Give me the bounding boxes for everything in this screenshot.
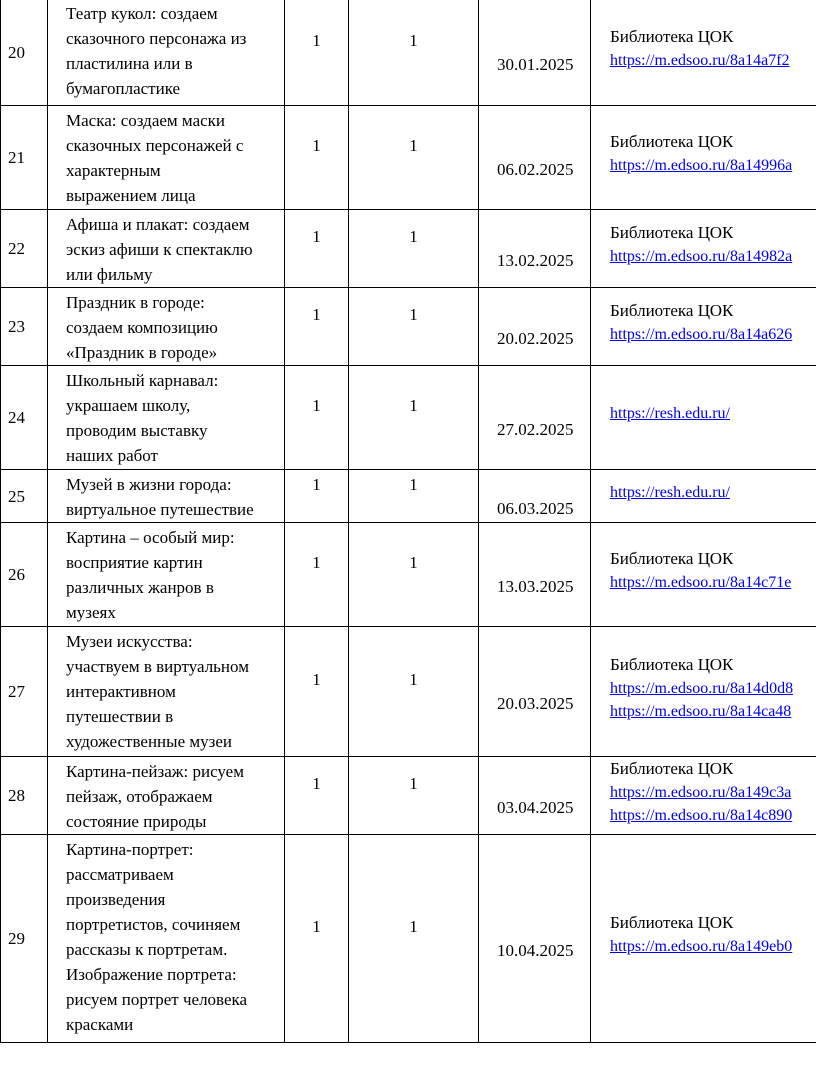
lesson-topic-line: Афиша и плакат: создаем [66, 215, 250, 234]
table-row [1, 106, 816, 210]
hours-total-cell [285, 835, 349, 1043]
hours-total: 1 [312, 396, 321, 415]
hours-total-cell [285, 523, 349, 627]
lesson-date: 20.02.2025 [497, 329, 574, 348]
table-row [1, 757, 816, 835]
resource-link[interactable]: https://m.edsoo.ru/8a14c71e [610, 574, 792, 591]
hours-total: 1 [312, 305, 321, 324]
lesson-date-cell [479, 757, 591, 835]
lesson-number: 26 [1, 523, 48, 627]
lesson-number: 20 [1, 0, 48, 106]
resource-cell [591, 0, 816, 106]
hours-practice: 1 [409, 553, 418, 572]
resource-title: Библиотека ЦОК [610, 654, 734, 674]
hours-practice-cell [349, 627, 479, 757]
lesson-topic-line: Изображение портрета: [66, 965, 237, 984]
hours-practice: 1 [409, 227, 418, 246]
hours-practice: 1 [409, 670, 418, 689]
hours-practice-cell [349, 757, 479, 835]
hours-total: 1 [312, 474, 321, 494]
lesson-topic-line: художественные музеи [66, 732, 232, 751]
resource-content [610, 130, 816, 177]
hours-total-cell [285, 288, 349, 366]
lesson-date-cell [479, 835, 591, 1043]
lesson-number: 23 [1, 288, 48, 366]
resource-cell [591, 288, 816, 366]
lesson-topic-line: пейзаж, отображаем [66, 787, 213, 806]
lesson-date-cell [479, 523, 591, 627]
lesson-topic-line: Картина-пейзаж: рисуем [66, 762, 244, 781]
resource-link[interactable]: https://m.edsoo.ru/8a14a626 [610, 326, 793, 343]
lesson-topic-line: выражением лица [66, 186, 196, 205]
resource-title: Библиотека ЦОК [610, 913, 734, 932]
hours-practice-cell [349, 210, 479, 288]
resource-cell [591, 366, 816, 470]
lesson-topic-line: создаем композицию [66, 318, 218, 337]
lesson-number: 25 [1, 470, 48, 523]
lesson-topic-line: путешествии в [66, 707, 174, 726]
lesson-topic-line: произведения [66, 890, 166, 909]
resource-content [610, 25, 816, 72]
resource-title: Библиотека ЦОК [610, 549, 734, 568]
hours-practice: 1 [409, 917, 418, 936]
lesson-topic-line: Маска: создаем маски [66, 111, 226, 130]
lesson-topic [48, 757, 285, 835]
table-row [1, 210, 816, 288]
lesson-date: 06.02.2025 [497, 160, 574, 179]
lesson-date-cell [479, 627, 591, 757]
hours-total: 1 [312, 917, 321, 936]
lesson-topic-line: проводим выставку [66, 421, 208, 440]
table-body [1, 0, 816, 1043]
lesson-topic-line: или фильму [66, 265, 153, 284]
lesson-topic-line: «Праздник в городе» [66, 343, 218, 362]
lesson-topic [48, 470, 285, 523]
lesson-date-cell [479, 470, 591, 523]
resource-link[interactable]: https://m.edsoo.ru/8a14ca48 [610, 702, 792, 720]
resource-content [610, 481, 816, 504]
lesson-date-cell [479, 0, 591, 106]
resource-link[interactable]: https://resh.edu.ru/ [610, 405, 730, 422]
lesson-date: 03.04.2025 [497, 798, 574, 817]
hours-practice-cell [349, 106, 479, 210]
hours-total: 1 [312, 227, 321, 246]
table-row [1, 627, 816, 757]
resource-title: Библиотека ЦОК [610, 301, 734, 320]
lesson-date: 27.02.2025 [497, 420, 574, 439]
hours-total-cell [285, 757, 349, 835]
lesson-topic-line: эскиз афиши к спектаклю [66, 240, 253, 259]
lesson-topic-line: украшаем школу, [66, 396, 191, 415]
lesson-topic-line: Музей в жизни города: [66, 475, 232, 494]
table-row [1, 366, 816, 470]
hours-total: 1 [312, 670, 321, 689]
hours-total-cell [285, 210, 349, 288]
hours-practice-cell [349, 470, 479, 523]
resource-cell [591, 523, 816, 627]
lesson-topic-line: рассказы к портретам. [66, 940, 228, 959]
resource-title: Библиотека ЦОК [610, 758, 734, 778]
lesson-topic-line: портретистов, сочиняем [66, 915, 241, 934]
table-row [1, 288, 816, 366]
resource-link[interactable]: https://m.edsoo.ru/8a14d0d8 [610, 679, 794, 697]
lesson-topic-line: характерным [66, 161, 161, 180]
hours-total: 1 [312, 553, 321, 572]
resource-cell [591, 627, 816, 757]
lesson-topic-line: Праздник в городе: [66, 293, 205, 312]
lesson-topic [48, 366, 285, 470]
resource-cell [591, 757, 816, 835]
resource-link[interactable]: https://m.edsoo.ru/8a149c3a [610, 783, 792, 801]
lesson-date: 13.03.2025 [497, 577, 574, 596]
hours-practice: 1 [409, 774, 418, 793]
resource-title: Библиотека ЦОК [610, 26, 734, 46]
lesson-number: 21 [1, 106, 48, 210]
resource-cell [591, 210, 816, 288]
table-row [1, 835, 816, 1043]
hours-practice: 1 [409, 396, 418, 415]
hours-total-cell [285, 627, 349, 757]
resource-content [610, 299, 816, 346]
lesson-topic-line: виртуальное путешествие [66, 500, 254, 519]
lesson-number: 24 [1, 366, 48, 470]
lesson-topic-line: рассматриваем [66, 865, 174, 884]
table-row [1, 0, 816, 106]
hours-practice: 1 [409, 30, 418, 50]
resource-link[interactable]: https://m.edsoo.ru/8a14996a [610, 157, 793, 174]
lesson-topic-line: красками [66, 1015, 134, 1034]
resource-cell [591, 106, 816, 210]
hours-practice-cell [349, 0, 479, 106]
lesson-date-cell [479, 210, 591, 288]
lesson-number: 27 [1, 627, 48, 757]
lesson-topic-line: участвуем в виртуальном [66, 657, 249, 676]
hours-total-cell [285, 0, 349, 106]
lesson-date: 30.01.2025 [497, 54, 574, 74]
lesson-number: 29 [1, 835, 48, 1043]
lesson-topic-line: сказочного персонажа из [66, 29, 247, 48]
lesson-topic-line: интерактивном [66, 682, 176, 701]
resource-content [610, 547, 816, 594]
lesson-topic [48, 0, 285, 106]
lesson-date: 20.03.2025 [497, 694, 574, 713]
resource-link[interactable]: https://m.edsoo.ru/8a14c890 [610, 806, 793, 824]
lesson-date-cell [479, 366, 591, 470]
hours-practice: 1 [409, 474, 418, 494]
lesson-topic-line: состояние природы [66, 812, 207, 831]
resource-content [610, 653, 816, 723]
hours-practice-cell [349, 835, 479, 1043]
resource-cell [591, 470, 816, 523]
resource-link[interactable]: https://m.edsoo.ru/8a149eb0 [610, 938, 793, 955]
hours-practice: 1 [409, 136, 418, 155]
resource-cell [591, 835, 816, 1043]
resource-link[interactable]: https://m.edsoo.ru/8a14982a [610, 248, 793, 265]
lesson-date-cell [479, 106, 591, 210]
lesson-topic-line: Картина-портрет: [66, 840, 194, 859]
resource-link[interactable]: https://m.edsoo.ru/8a14a7f2 [610, 51, 790, 69]
lesson-topic-line: Театр кукол: создаем [66, 4, 218, 23]
lesson-topic-line: Музеи искусства: [66, 632, 193, 651]
lesson-topic-line: сказочных персонажей с [66, 136, 244, 155]
lesson-topic-line: бумагопластике [66, 79, 181, 98]
lesson-topic-line: музеях [66, 603, 116, 622]
lesson-date: 13.02.2025 [497, 251, 574, 270]
resource-link[interactable]: https://resh.edu.ru/ [610, 483, 730, 501]
hours-total-cell [285, 106, 349, 210]
lesson-date: 10.04.2025 [497, 941, 574, 960]
hours-practice-cell [349, 523, 479, 627]
lesson-topic [48, 835, 285, 1043]
lesson-number: 28 [1, 757, 48, 835]
lesson-topic [48, 627, 285, 757]
lesson-topic [48, 523, 285, 627]
lesson-topic [48, 288, 285, 366]
table-row [1, 470, 816, 523]
lesson-topic-line: Картина – особый мир: [66, 528, 235, 547]
lesson-date: 06.03.2025 [497, 498, 574, 518]
resource-content [610, 221, 816, 268]
hours-practice-cell [349, 366, 479, 470]
hours-total: 1 [312, 774, 321, 793]
table-row [1, 523, 816, 627]
resource-title: Библиотека ЦОК [610, 132, 734, 151]
resource-content [610, 757, 816, 827]
lesson-topic-line: Школьный карнавал: [66, 371, 219, 390]
lesson-topic-line: рисуем портрет человека [66, 990, 248, 1009]
lesson-number: 22 [1, 210, 48, 288]
lesson-topic [48, 106, 285, 210]
resource-content [610, 911, 816, 958]
hours-total: 1 [312, 30, 321, 50]
hours-practice: 1 [409, 305, 418, 324]
lesson-topic [48, 210, 285, 288]
hours-total-cell [285, 470, 349, 523]
lesson-topic-line: восприятие картин [66, 553, 203, 572]
resource-content [610, 402, 816, 425]
lesson-topic-line: наших работ [66, 446, 158, 465]
hours-total: 1 [312, 136, 321, 155]
lesson-topic-line: различных жанров в [66, 578, 214, 597]
hours-practice-cell [349, 288, 479, 366]
resource-title: Библиотека ЦОК [610, 223, 734, 242]
lesson-topic-line: пластилина или в [66, 54, 193, 73]
lesson-date-cell [479, 288, 591, 366]
hours-total-cell [285, 366, 349, 470]
